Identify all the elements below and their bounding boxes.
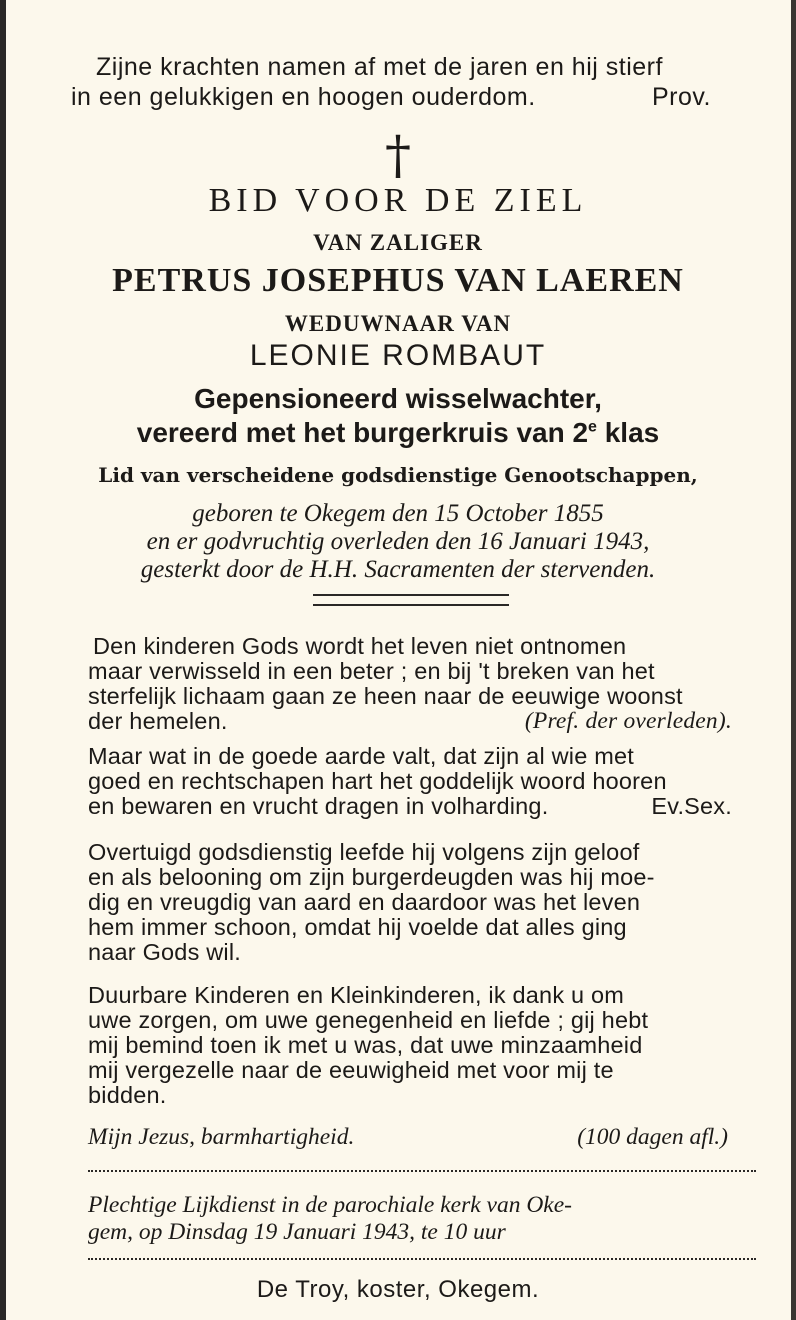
printer-signature: De Troy, koster, Okegem. (256, 1276, 540, 1303)
epigraph-reference: Prov. (652, 83, 711, 111)
cross-icon: † (385, 126, 411, 186)
sacraments-line: gesterkt door de H.H. Sacramenten der stervenden. (140, 556, 656, 583)
paragraph-1-line-4-text: der hemelen. (88, 708, 228, 734)
deceased-name: PETRUS JOSEPHUS VAN LAEREN (112, 262, 684, 299)
prayer-line (88, 1124, 728, 1151)
occupation: Gepensioneerd wisselwachter, (194, 383, 602, 414)
paragraph-3-line-3: dig en vreugdig van aard en daardoor was het leven (88, 889, 641, 915)
honour-superscript: e (588, 418, 597, 436)
paragraph-4-line-1: Duurbare Kinderen en Kleinkinderen, ik dank u om (88, 982, 625, 1008)
funeral-line-1: Plechtige Lijkdienst in de parochiale kerk van Oke- (88, 1192, 572, 1218)
birth-line: geboren te Okegem den 15 October 1855 (192, 500, 604, 527)
paragraph-2-reference: Ev.Sex. (651, 793, 732, 819)
paragraph-2-line-2: goed en rechtschapen hart het goddelijk woord hooren (88, 768, 667, 794)
paragraph-2-line-3-text: en bewaren en vrucht dragen in volharding. (88, 793, 549, 819)
divider-dotted-lower (88, 1258, 756, 1260)
paragraph-1-line-2: maar verwisseld in een beter ; en bij 't breken van het (88, 658, 655, 684)
paragraph-3 (88, 840, 756, 965)
paragraph-1-line-3: sterfelijk lichaam gaan ze heen naar de eeuwige woonst (88, 683, 683, 709)
paragraph-3-line-1: Overtuigd godsdienstig leefde hij volgens zijn geloof (88, 839, 640, 865)
honour-line (0, 417, 796, 449)
prayer-text: Mijn Jezus, barmhartigheid. (88, 1124, 355, 1150)
funeral-line-2: gem, op Dinsdag 19 Januari 1943, te 10 uur (88, 1219, 506, 1245)
paragraph-4 (88, 983, 756, 1108)
paragraph-2 (88, 744, 756, 819)
paragraph-4-line-2: uwe zorgen, om uwe genegenheid en liefde ; gij hebt (88, 1007, 649, 1033)
epigraph (71, 52, 766, 112)
funeral-notice (88, 1192, 753, 1246)
death-line: en er godvruchtig overleden den 16 Januari 1943, (146, 528, 650, 555)
paragraph-3-line-2: en als belooning om zijn burgerdeugden was hij moe- (88, 864, 655, 890)
paragraph-2-line-1: Maar wat in de goede aarde valt, dat zijn al wie met (88, 743, 634, 769)
paragraph-1 (88, 634, 756, 734)
paragraph-2-line-3 (88, 794, 756, 819)
epigraph-line-2-text: in een gelukkigen en hoogen ouderdom. (71, 83, 536, 111)
spouse-name: LEONIE ROMBAUT (249, 339, 547, 372)
indulgence-text: (100 dagen afl.) (577, 1124, 728, 1150)
epigraph-line-1: Zijne krachten namen af met de jaren en hij stierf (96, 53, 663, 81)
divider-dotted-upper (88, 1170, 756, 1172)
membership-line: Lid van verscheidene godsdienstige Genootschappen, (98, 463, 698, 487)
paragraph-3-line-5: naar Gods wil. (88, 939, 242, 965)
paragraph-1-line-1: Den kinderen Gods wordt het leven niet ontnomen (93, 633, 627, 659)
honour-text: vereerd met het burgerkruis van 2 (136, 417, 589, 448)
paragraph-4-line-3: mij bemind toen ik met u was, dat uwe minzaamheid (88, 1032, 643, 1058)
heading-pray-for-soul: BID VOOR DE ZIEL (208, 182, 588, 219)
heading-widower-of: WEDUWNAAR VAN (284, 311, 512, 336)
paragraph-1-reference: (Pref. der overleden). (524, 708, 732, 734)
paragraph-4-line-5: bidden. (88, 1082, 167, 1108)
honour-class: klas (596, 417, 660, 448)
paragraph-3-line-4: hem immer schoon, omdat hij voelde dat alles ging (88, 914, 627, 940)
epigraph-line-2 (71, 82, 711, 112)
paragraph-1-line-4 (88, 709, 756, 734)
divider-line-upper (313, 594, 509, 596)
paragraph-4-line-4: mij vergezelle naar de eeuwigheid met voor mij te (88, 1057, 614, 1083)
heading-van-zaliger: VAN ZALIGER (313, 230, 483, 255)
divider-line-lower (313, 604, 509, 606)
